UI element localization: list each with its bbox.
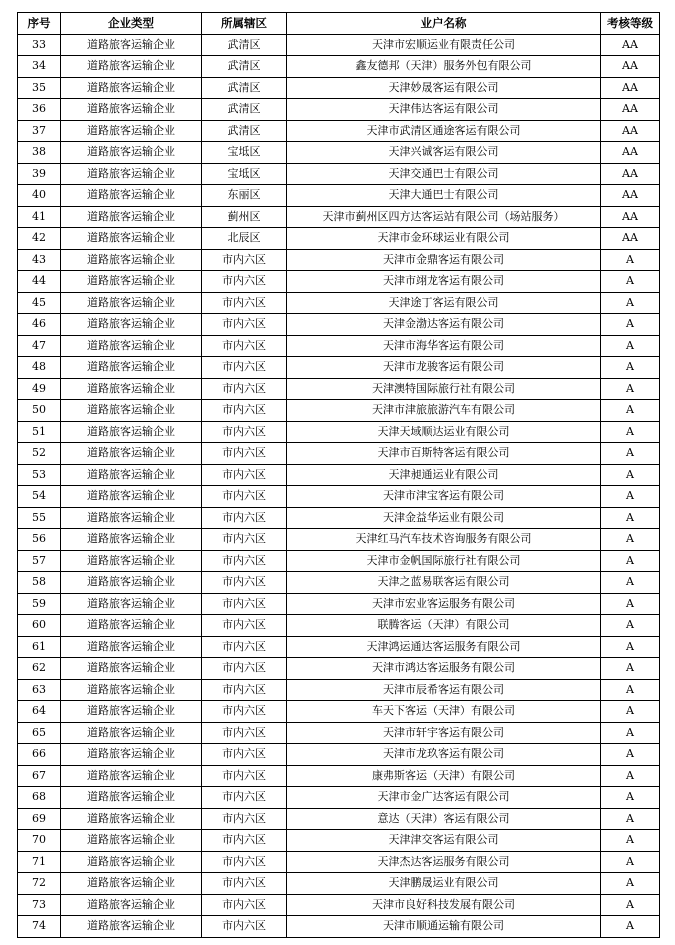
cell-no: 64	[18, 701, 61, 723]
cell-district: 宝坻区	[202, 142, 287, 164]
cell-type: 道路旅客运输企业	[61, 658, 202, 680]
cell-type: 道路旅客运输企业	[61, 851, 202, 873]
cell-district: 市内六区	[202, 249, 287, 271]
cell-district: 武清区	[202, 56, 287, 78]
cell-district: 武清区	[202, 99, 287, 121]
cell-grade: A	[601, 615, 660, 637]
cell-type: 道路旅客运输企业	[61, 421, 202, 443]
cell-name: 天津妙晟客运有限公司	[287, 77, 601, 99]
header-district: 所属辖区	[202, 13, 287, 35]
cell-type: 道路旅客运输企业	[61, 615, 202, 637]
cell-name: 天津市轩宇客运有限公司	[287, 722, 601, 744]
cell-district: 市内六区	[202, 593, 287, 615]
cell-type: 道路旅客运输企业	[61, 722, 202, 744]
table-row	[18, 808, 660, 830]
cell-district: 市内六区	[202, 421, 287, 443]
cell-grade: A	[601, 378, 660, 400]
cell-grade: A	[601, 249, 660, 271]
cell-no: 48	[18, 357, 61, 379]
cell-grade: A	[601, 873, 660, 895]
cell-district: 市内六区	[202, 486, 287, 508]
cell-no: 57	[18, 550, 61, 572]
cell-no: 46	[18, 314, 61, 336]
cell-name: 天津市海华客运有限公司	[287, 335, 601, 357]
cell-district: 市内六区	[202, 529, 287, 551]
cell-grade: A	[601, 787, 660, 809]
cell-name: 天津市武清区通途客运有限公司	[287, 120, 601, 142]
cell-no: 41	[18, 206, 61, 228]
cell-name: 天津伟达客运有限公司	[287, 99, 601, 121]
cell-district: 北辰区	[202, 228, 287, 250]
cell-type: 道路旅客运输企业	[61, 916, 202, 938]
cell-grade: A	[601, 314, 660, 336]
table-row	[18, 163, 660, 185]
cell-type: 道路旅客运输企业	[61, 873, 202, 895]
cell-name: 天津交通巴士有限公司	[287, 163, 601, 185]
cell-no: 56	[18, 529, 61, 551]
cell-grade: A	[601, 335, 660, 357]
table-row	[18, 357, 660, 379]
cell-name: 天津兴诚客运有限公司	[287, 142, 601, 164]
cell-type: 道路旅客运输企业	[61, 292, 202, 314]
cell-name: 天津金益华运业有限公司	[287, 507, 601, 529]
cell-type: 道路旅客运输企业	[61, 529, 202, 551]
table-row	[18, 830, 660, 852]
cell-no: 38	[18, 142, 61, 164]
cell-type: 道路旅客运输企业	[61, 120, 202, 142]
cell-grade: A	[601, 529, 660, 551]
cell-district: 市内六区	[202, 400, 287, 422]
cell-grade: A	[601, 830, 660, 852]
cell-name: 鑫友德邦（天津）服务外包有限公司	[287, 56, 601, 78]
cell-name: 天津红马汽车技术咨询服务有限公司	[287, 529, 601, 551]
cell-no: 42	[18, 228, 61, 250]
cell-grade: A	[601, 744, 660, 766]
cell-grade: AA	[601, 120, 660, 142]
cell-grade: AA	[601, 206, 660, 228]
cell-name: 天津昶通运业有限公司	[287, 464, 601, 486]
cell-no: 45	[18, 292, 61, 314]
cell-type: 道路旅客运输企业	[61, 228, 202, 250]
cell-name: 车天下客运（天津）有限公司	[287, 701, 601, 723]
table-header-row	[18, 13, 660, 35]
cell-grade: A	[601, 550, 660, 572]
table-row	[18, 292, 660, 314]
table-row	[18, 120, 660, 142]
cell-district: 市内六区	[202, 271, 287, 293]
cell-name: 天津市鸿达客运服务有限公司	[287, 658, 601, 680]
cell-no: 67	[18, 765, 61, 787]
table-row	[18, 701, 660, 723]
cell-type: 道路旅客运输企业	[61, 572, 202, 594]
cell-grade: A	[601, 486, 660, 508]
cell-district: 市内六区	[202, 443, 287, 465]
cell-no: 54	[18, 486, 61, 508]
cell-type: 道路旅客运输企业	[61, 443, 202, 465]
cell-no: 44	[18, 271, 61, 293]
cell-grade: A	[601, 851, 660, 873]
cell-district: 市内六区	[202, 722, 287, 744]
cell-name: 天津金渤达客运有限公司	[287, 314, 601, 336]
table-row	[18, 443, 660, 465]
cell-name: 天津大通巴士有限公司	[287, 185, 601, 207]
cell-type: 道路旅客运输企业	[61, 206, 202, 228]
cell-type: 道路旅客运输企业	[61, 830, 202, 852]
cell-name: 天津鸿运通达客运服务有限公司	[287, 636, 601, 658]
cell-type: 道路旅客运输企业	[61, 34, 202, 56]
cell-type: 道路旅客运输企业	[61, 550, 202, 572]
cell-type: 道路旅客运输企业	[61, 765, 202, 787]
cell-grade: A	[601, 658, 660, 680]
cell-type: 道路旅客运输企业	[61, 314, 202, 336]
cell-district: 市内六区	[202, 357, 287, 379]
cell-no: 53	[18, 464, 61, 486]
cell-type: 道路旅客运输企业	[61, 679, 202, 701]
cell-no: 69	[18, 808, 61, 830]
cell-name: 天津途丁客运有限公司	[287, 292, 601, 314]
cell-grade: A	[601, 271, 660, 293]
cell-district: 市内六区	[202, 765, 287, 787]
table-row	[18, 787, 660, 809]
cell-district: 蓟州区	[202, 206, 287, 228]
cell-district: 市内六区	[202, 550, 287, 572]
cell-grade: AA	[601, 34, 660, 56]
cell-no: 34	[18, 56, 61, 78]
cell-no: 58	[18, 572, 61, 594]
cell-grade: A	[601, 636, 660, 658]
cell-grade: A	[601, 507, 660, 529]
cell-no: 49	[18, 378, 61, 400]
cell-no: 55	[18, 507, 61, 529]
cell-grade: A	[601, 572, 660, 594]
cell-name: 天津鹏晟运业有限公司	[287, 873, 601, 895]
cell-name: 天津市宏顺运业有限责任公司	[287, 34, 601, 56]
cell-name: 天津市宏业客运服务有限公司	[287, 593, 601, 615]
cell-grade: AA	[601, 77, 660, 99]
cell-grade: A	[601, 593, 660, 615]
cell-grade: AA	[601, 56, 660, 78]
cell-district: 市内六区	[202, 335, 287, 357]
cell-name: 天津杰达客运服务有限公司	[287, 851, 601, 873]
cell-district: 市内六区	[202, 787, 287, 809]
cell-no: 68	[18, 787, 61, 809]
cell-type: 道路旅客运输企业	[61, 335, 202, 357]
cell-district: 武清区	[202, 77, 287, 99]
cell-name: 康弗斯客运（天津）有限公司	[287, 765, 601, 787]
table-row	[18, 34, 660, 56]
cell-district: 武清区	[202, 120, 287, 142]
cell-type: 道路旅客运输企业	[61, 787, 202, 809]
cell-grade: AA	[601, 99, 660, 121]
cell-type: 道路旅客运输企业	[61, 185, 202, 207]
cell-district: 市内六区	[202, 572, 287, 594]
cell-grade: A	[601, 679, 660, 701]
cell-district: 市内六区	[202, 314, 287, 336]
cell-grade: A	[601, 894, 660, 916]
cell-type: 道路旅客运输企业	[61, 163, 202, 185]
cell-no: 51	[18, 421, 61, 443]
cell-district: 市内六区	[202, 615, 287, 637]
cell-no: 47	[18, 335, 61, 357]
cell-district: 市内六区	[202, 744, 287, 766]
cell-grade: A	[601, 464, 660, 486]
table-row	[18, 529, 660, 551]
cell-district: 市内六区	[202, 808, 287, 830]
cell-name: 天津市顺通运输有限公司	[287, 916, 601, 938]
cell-type: 道路旅客运输企业	[61, 507, 202, 529]
cell-district: 市内六区	[202, 830, 287, 852]
cell-name: 天津市蓟州区四方达客运站有限公司（场站服务）	[287, 206, 601, 228]
cell-grade: A	[601, 722, 660, 744]
cell-name: 天津市金鼎客运有限公司	[287, 249, 601, 271]
cell-district: 市内六区	[202, 658, 287, 680]
cell-type: 道路旅客运输企业	[61, 593, 202, 615]
table-row	[18, 228, 660, 250]
table-row	[18, 56, 660, 78]
cell-no: 66	[18, 744, 61, 766]
table-row	[18, 744, 660, 766]
cell-grade: A	[601, 443, 660, 465]
cell-type: 道路旅客运输企业	[61, 744, 202, 766]
cell-no: 39	[18, 163, 61, 185]
cell-district: 东丽区	[202, 185, 287, 207]
cell-name: 天津市津旅旅游汽车有限公司	[287, 400, 601, 422]
cell-grade: A	[601, 765, 660, 787]
cell-district: 市内六区	[202, 894, 287, 916]
cell-grade: A	[601, 916, 660, 938]
table-row	[18, 722, 660, 744]
table-row	[18, 873, 660, 895]
cell-no: 71	[18, 851, 61, 873]
header-no: 序号	[18, 13, 61, 35]
cell-name: 天津澳特国际旅行社有限公司	[287, 378, 601, 400]
cell-name: 天津市良好科技发展有限公司	[287, 894, 601, 916]
cell-district: 宝坻区	[202, 163, 287, 185]
cell-type: 道路旅客运输企业	[61, 486, 202, 508]
cell-name: 联腾客运（天津）有限公司	[287, 615, 601, 637]
table-row	[18, 77, 660, 99]
cell-name: 天津市百斯特客运有限公司	[287, 443, 601, 465]
cell-grade: A	[601, 421, 660, 443]
cell-name: 天津市金帆国际旅行社有限公司	[287, 550, 601, 572]
cell-no: 36	[18, 99, 61, 121]
cell-district: 市内六区	[202, 464, 287, 486]
cell-grade: AA	[601, 163, 660, 185]
cell-grade: A	[601, 701, 660, 723]
cell-type: 道路旅客运输企业	[61, 142, 202, 164]
table-row	[18, 185, 660, 207]
cell-type: 道路旅客运输企业	[61, 249, 202, 271]
cell-type: 道路旅客运输企业	[61, 378, 202, 400]
cell-grade: A	[601, 292, 660, 314]
cell-no: 59	[18, 593, 61, 615]
cell-no: 52	[18, 443, 61, 465]
table-row	[18, 249, 660, 271]
cell-type: 道路旅客运输企业	[61, 464, 202, 486]
table-row	[18, 636, 660, 658]
cell-type: 道路旅客运输企业	[61, 894, 202, 916]
cell-name: 天津津交客运有限公司	[287, 830, 601, 852]
cell-no: 74	[18, 916, 61, 938]
cell-name: 天津天域顺达运业有限公司	[287, 421, 601, 443]
table-row	[18, 615, 660, 637]
grade-table	[17, 12, 660, 938]
cell-district: 市内六区	[202, 916, 287, 938]
cell-no: 60	[18, 615, 61, 637]
cell-grade: AA	[601, 228, 660, 250]
cell-grade: A	[601, 357, 660, 379]
cell-district: 市内六区	[202, 636, 287, 658]
table-row	[18, 894, 660, 916]
table-row	[18, 400, 660, 422]
cell-type: 道路旅客运输企业	[61, 357, 202, 379]
cell-name: 天津市龙玖客运有限公司	[287, 744, 601, 766]
cell-name: 天津市翊龙客运有限公司	[287, 271, 601, 293]
table-row	[18, 142, 660, 164]
cell-type: 道路旅客运输企业	[61, 701, 202, 723]
cell-district: 市内六区	[202, 701, 287, 723]
table-row	[18, 314, 660, 336]
cell-grade: AA	[601, 142, 660, 164]
table-row	[18, 464, 660, 486]
cell-name: 天津市金广达客运有限公司	[287, 787, 601, 809]
cell-no: 37	[18, 120, 61, 142]
cell-name: 天津市津宝客运有限公司	[287, 486, 601, 508]
table-row	[18, 486, 660, 508]
cell-no: 73	[18, 894, 61, 916]
cell-district: 市内六区	[202, 378, 287, 400]
cell-type: 道路旅客运输企业	[61, 99, 202, 121]
table-row	[18, 572, 660, 594]
table-row	[18, 916, 660, 938]
cell-grade: AA	[601, 185, 660, 207]
cell-type: 道路旅客运输企业	[61, 271, 202, 293]
table-row	[18, 271, 660, 293]
table-row	[18, 658, 660, 680]
table-row	[18, 335, 660, 357]
table-row	[18, 765, 660, 787]
cell-no: 40	[18, 185, 61, 207]
table-row	[18, 507, 660, 529]
cell-no: 33	[18, 34, 61, 56]
table-row	[18, 378, 660, 400]
cell-type: 道路旅客运输企业	[61, 56, 202, 78]
table-body	[18, 34, 660, 937]
cell-name: 意达（天津）客运有限公司	[287, 808, 601, 830]
cell-no: 43	[18, 249, 61, 271]
cell-district: 市内六区	[202, 679, 287, 701]
cell-grade: A	[601, 808, 660, 830]
cell-no: 35	[18, 77, 61, 99]
cell-name: 天津市金环球运业有限公司	[287, 228, 601, 250]
table-row	[18, 851, 660, 873]
table-row	[18, 99, 660, 121]
cell-type: 道路旅客运输企业	[61, 808, 202, 830]
cell-district: 武清区	[202, 34, 287, 56]
cell-name: 天津之蓝易联客运有限公司	[287, 572, 601, 594]
cell-name: 天津市龙骏客运有限公司	[287, 357, 601, 379]
table-row	[18, 550, 660, 572]
cell-no: 63	[18, 679, 61, 701]
cell-no: 62	[18, 658, 61, 680]
table-row	[18, 206, 660, 228]
cell-no: 61	[18, 636, 61, 658]
header-type: 企业类型	[61, 13, 202, 35]
cell-district: 市内六区	[202, 292, 287, 314]
cell-type: 道路旅客运输企业	[61, 636, 202, 658]
cell-no: 72	[18, 873, 61, 895]
cell-district: 市内六区	[202, 507, 287, 529]
cell-type: 道路旅客运输企业	[61, 77, 202, 99]
cell-district: 市内六区	[202, 873, 287, 895]
cell-district: 市内六区	[202, 851, 287, 873]
cell-name: 天津市辰希客运有限公司	[287, 679, 601, 701]
cell-no: 65	[18, 722, 61, 744]
table-row	[18, 593, 660, 615]
table-row	[18, 679, 660, 701]
cell-no: 50	[18, 400, 61, 422]
header-name: 业户名称	[287, 13, 601, 35]
cell-type: 道路旅客运输企业	[61, 400, 202, 422]
cell-no: 70	[18, 830, 61, 852]
table-row	[18, 421, 660, 443]
header-grade: 考核等级	[601, 13, 660, 35]
cell-grade: A	[601, 400, 660, 422]
